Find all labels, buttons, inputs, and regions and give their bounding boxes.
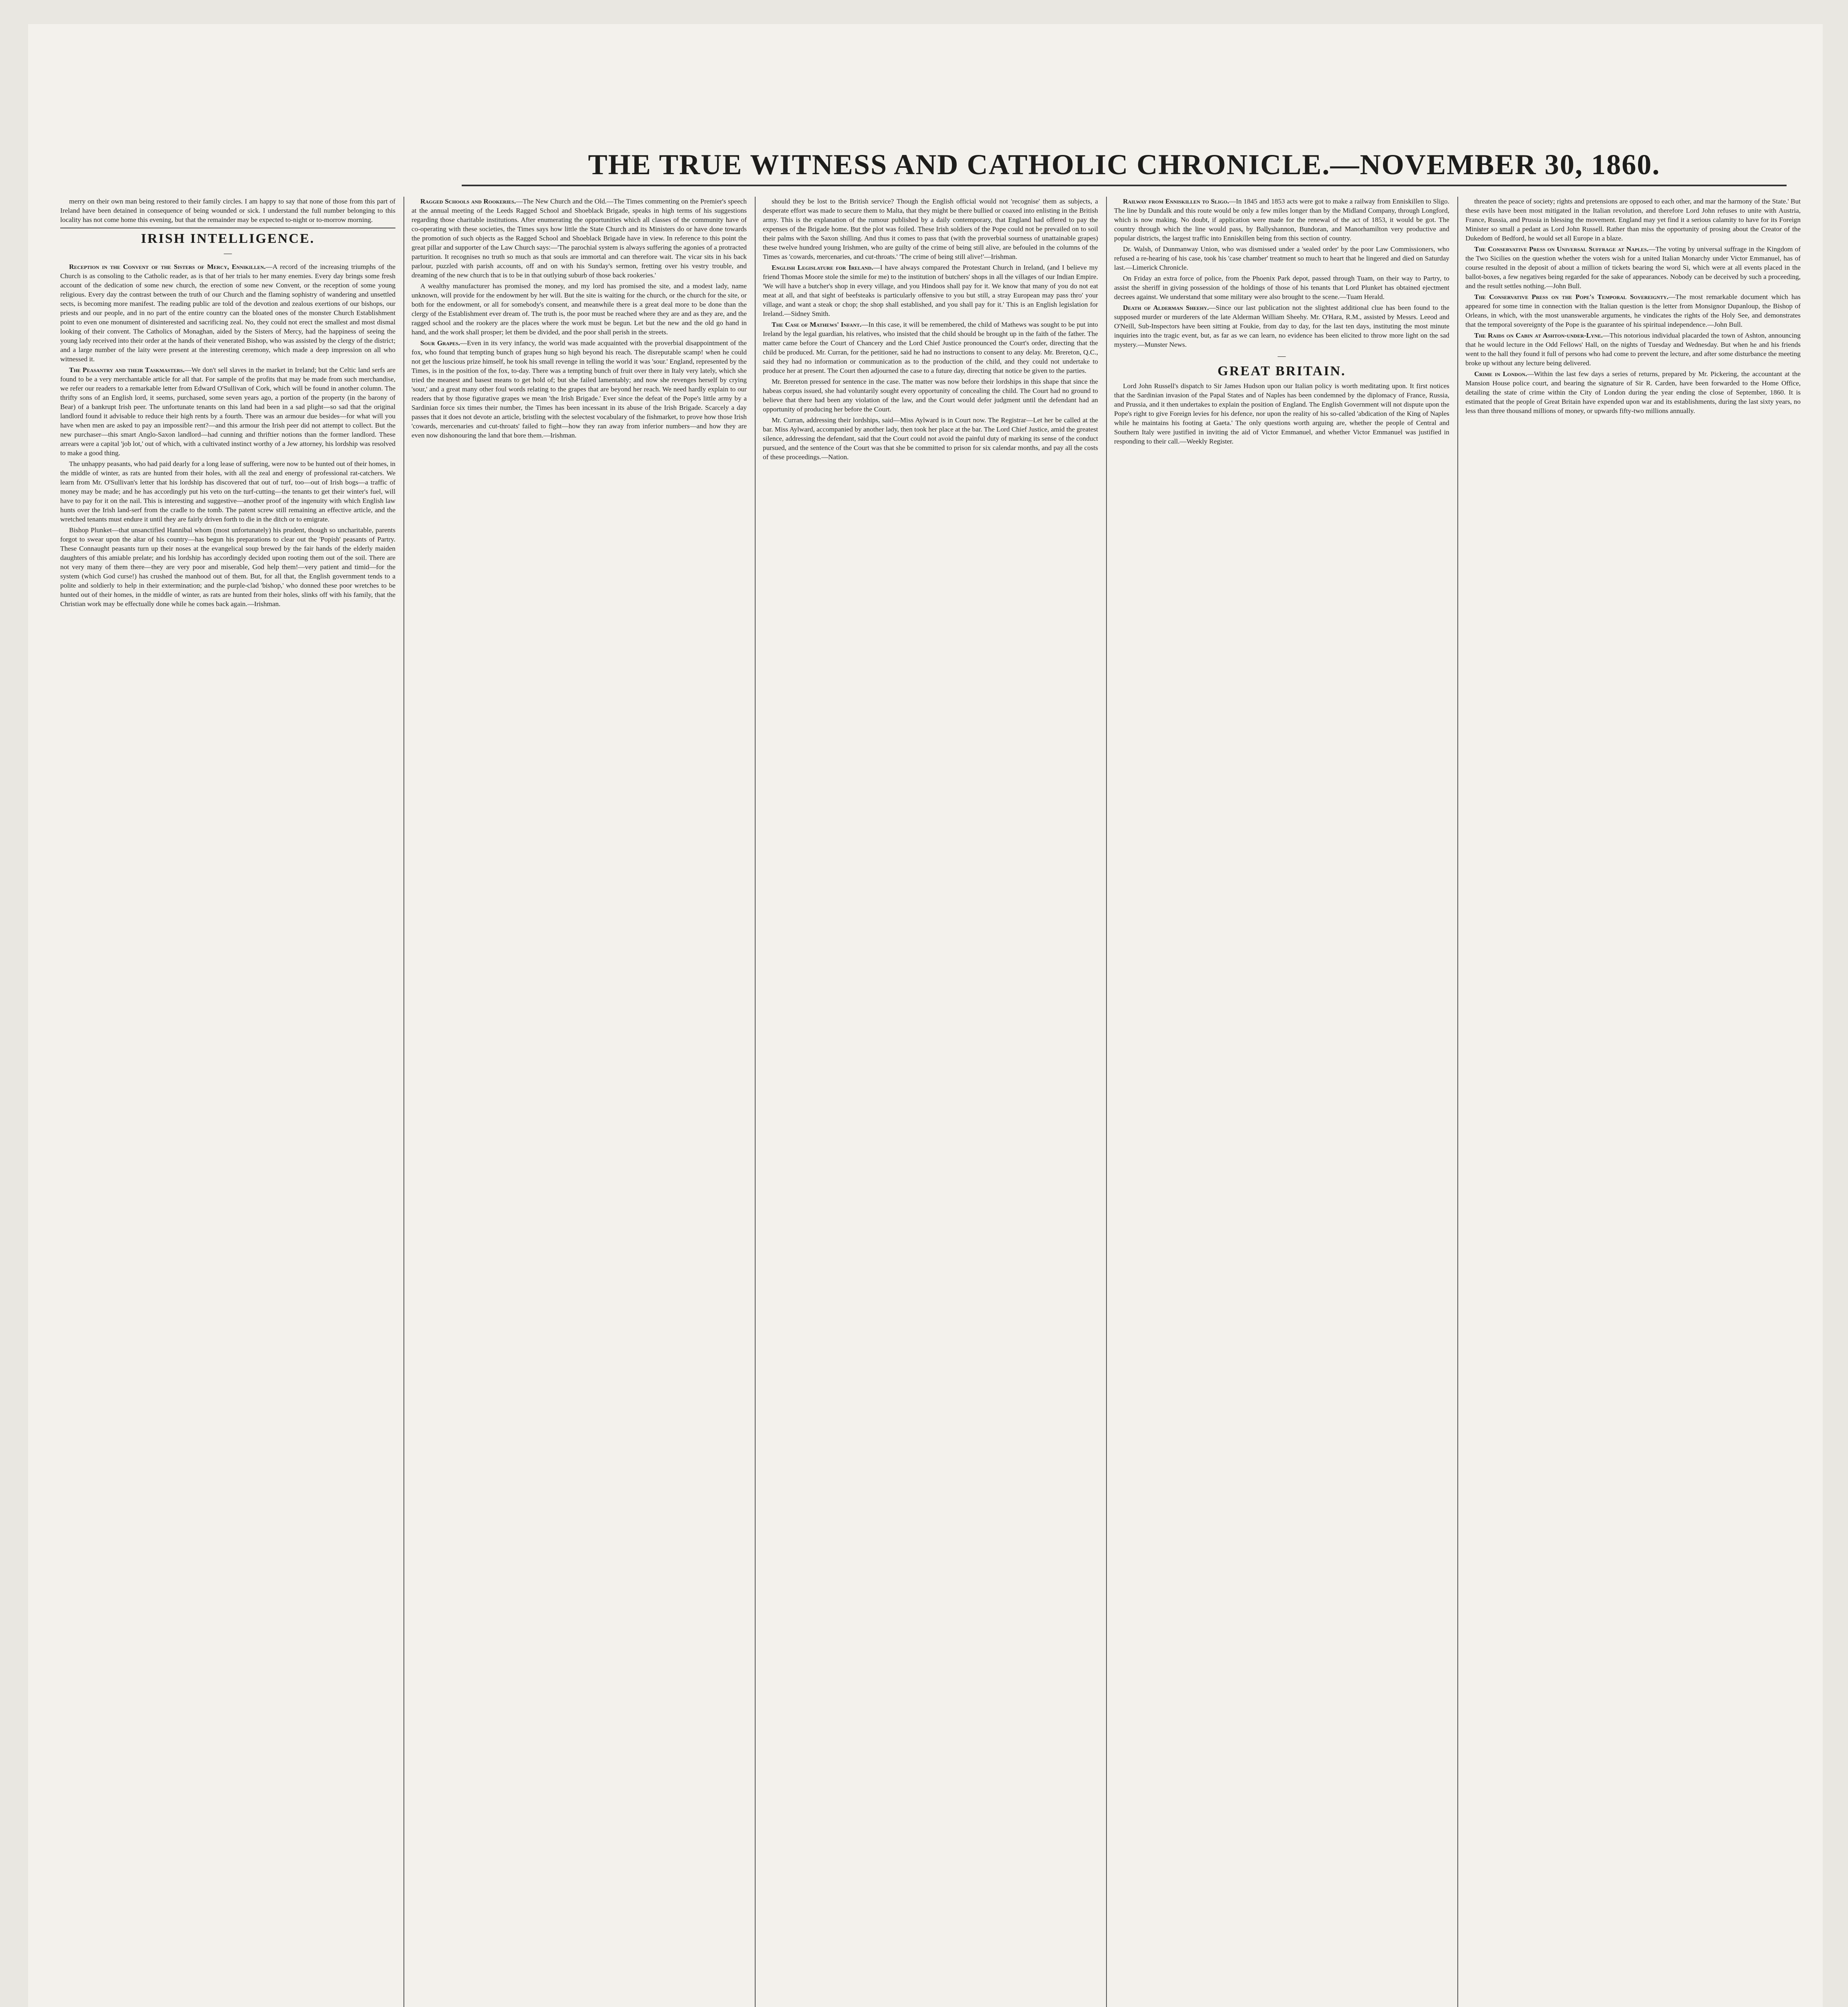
section-heading: GREAT BRITAIN. <box>1217 364 1346 379</box>
article-lead: Sour Grapes. <box>420 339 460 347</box>
article-lead: Ragged Schools and Rookeries. <box>420 197 516 205</box>
article-text: —The voting by universal suffrage in the Kingdom of the Two Sicilies on the question whether the voters wish for a united Italian Monarchy under Victor Emmanuel, has of course resulted in the deposit of about a million of tickets bearing the word Si, which were at all events placed in the ballot-boxes, a few negatives being regarded for the sake of appearances. Nobody can be deceived by such a proceeding, and the result settles nothing.—John Bull. <box>1465 245 1801 290</box>
masthead-title: THE TRUE WITNESS AND CATHOLIC CHRONICLE.—NOVEMBER 30, 1860. <box>588 149 1661 181</box>
article-lead: Crime in London. <box>1474 370 1527 378</box>
newspaper-page <box>28 24 1823 2007</box>
article-paragraph <box>60 262 395 364</box>
article-lead: Reception in the Convent of the Sisters of Mercy, Ennikillen. <box>69 263 266 271</box>
article-lead: Death of Alderman Sheehy. <box>1123 304 1209 311</box>
column-5 <box>1465 197 1801 2007</box>
article-paragraph <box>763 263 1098 318</box>
column-rule <box>755 197 756 2007</box>
article-paragraph: should they be lost to the British service? Though the English official would not 'recognise' them as subjects, a desperate effort was made to secure them to Malta, that they might be there bullied or coaxed into enlisting in the British army. This is the explanation of the rumour published by a daily contemporary, that England had offered to pay the expenses of the Brigade home. But the plot was foiled. These Irish soldiers of the Pope could not be prevailed on to soil their palms with the Saxon shilling. And thus it comes to pass that (with the proverbial sourness of unattainable grapes) these twelve hundred young Irishmen, who are guilty of the crime of being still alive, are befouled in the columns of the Times as 'cowards, mercenaries, and cut-throats.' 'The crime of being still alive!'—Irishman. <box>763 197 1098 261</box>
masthead <box>462 145 1787 186</box>
column-2 <box>412 197 747 2007</box>
article-paragraph: Mr. Curran, addressing their lordships, said—Miss Aylward is in Court now. The Registrar—Let her be called at the bar. Miss Aylward, accompanied by another lady, then took her place at the bar. The Lord Chief Justice, amid the greatest silence, addressing the defendant, said that the Court could not avoid the painful duty of marking its sense of the conduct pursued, and the sentence of the Court was that she be committed to prison for six calendar months, and pay all the costs of these proceedings.—Nation. <box>763 416 1098 461</box>
article-paragraph: merry on their own man being restored to their family circles. I am happy to say that none of those from this part of Ireland have been detained in consequence of being wounded or sick. I understand the full number belonging to this locality has not come home this evening, but that the remainder may be expected to-night or to-morrow morning. <box>60 197 395 224</box>
article-paragraph <box>1465 369 1801 415</box>
article-text: —I have always compared the Protestant Church in Ireland, (and I believe my friend Thomas Moore stole the simile for me) to the institution of butchers' shops in all the villages of our Indian Empire. 'We will have a butcher's shop in every village, and you Hindoos shall pay for it. We know that many of you do not eat meat at all, and that sight of beefsteaks is particularly offensive to you but still, a stray European may pass thro' your village, and want a steak or chop; the shop shall established, and you shall pay for it.' This is an English legislation for Ireland.—Sidney Smith. <box>763 264 1098 318</box>
article-paragraph <box>1114 303 1449 349</box>
article-paragraph <box>412 197 747 280</box>
article-lead: The Conservative Press on the Pope's Temporal Sovereignty. <box>1474 293 1669 301</box>
article-paragraph <box>763 320 1098 375</box>
article-text: —This notorious individual placarded the town of Ashton, announcing that he would lecture in the Odd Fellows' Hall, on the nights of Tuesday and Wednesday. But when he and his friends went to the hall they found it full of persons who had come to prevent the lecture, and after some disturbance the meeting broke up without any lecture being delivered. <box>1465 332 1801 367</box>
article-paragraph: threaten the peace of society; rights and pretensions are opposed to each other, and mar the harmony of the State.' But these evils have been most mitigated in the Italian revolution, and therefore Lord John refuses to unite with Austria, France, Russia, and Prussia in blessing the movement. England may yet find it a serious calamity to have for its Foreign Minister so small a pedant as Lord John Russell. Rather than miss the opportunity of prosing about the Creator of the Dukedom of Bedford, he would set all Europe in a blaze. <box>1465 197 1801 242</box>
article-lead: The Conservative Press on Universal Suffrage at Naples. <box>1474 245 1649 253</box>
article-lead: The Case of Mathews' Infant. <box>772 321 862 328</box>
article-paragraph: Dr. Walsh, of Dunmanway Union, who was dismissed under a 'sealed order' by the poor Law Commissioners, who refused a re-hearing of his case, took his 'case chamber' treatment so much to heart that he lingered and died on Saturday last.—Limerick Chronicle. <box>1114 245 1449 271</box>
article-lead: English Legislature for Ireland. <box>772 264 874 271</box>
article-lead: Railway from Enniskillen to Sligo. <box>1123 197 1229 205</box>
article-text: —The most remarkable document which has appeared for some time in connection with the Italian question is the letter from Monsignor Dupanloup, the Bishop of Orleans, in which, with the most unanswerable arguments, he vindicates the rights of the Holy See, and demonstrates that the temporal sovereignty of the Pope is the guarantee of his spiritual independence.—John Bull. <box>1465 293 1801 328</box>
article-paragraph <box>412 338 747 440</box>
article-paragraph: The unhappy peasants, who had paid dearly for a long lease of suffering, were now to be hunted out of their homes, in the middle of winter, as rats are hunted from their holes, with all the zeal and energy of professional rat-catchers. We learn from Mr. O'Sullivan's letter that his lordship has discovered that out of turf, too—out of Irish bogs—a traffic of money may be made; and he has accordingly put his veto on the turf-cutting—the tenants to get their winter's fuel, will have to pay for it on the nail. This is interesting and suggestive—another proof of the ingenuity with which English law hunts over the Irish land-serf from the cradle to the tomb. The patent screw still remaining an effective article, and the wretched tenants must endure it until they are fairly driven forth to die in the ditch or to emigrate. <box>60 460 395 523</box>
article-lead: The Raids on Cabin at Ashton-under-Lyne. <box>1474 332 1603 339</box>
divider: — <box>1278 352 1286 360</box>
article-paragraph: Mr. Brereton pressed for sentence in the case. The matter was now before their lordships in this shape that since the habeas corpus issued, she had voluntarily sought every opportunity of concealing the child. The Court had no ground to believe that there had been any violation of the law, and the Court would defer judgment until the defendant had an opportunity of producing her before the Court. <box>763 378 1098 413</box>
article-text: —In this case, it will be remembered, the child of Mathews was sought to be put into Ireland by the legal guardian, his relatives, who insisted that the child should be brought up in the faith of the father. The matter came before the Court of Chancery and the Lord Chief Justice pronounced the Court's order, directing that the child be produced. Mr. Curran, for the petitioner, said he had no instructions to consent to any delay. Mr. Brereton, Q.C., said they had no information or communication as to the production of the child, and they could not undertake to produce her at present. The Court then adjourned the case to a future day, directing that notice be given to the parties. <box>763 321 1098 375</box>
column-rule <box>1106 197 1107 2007</box>
divider: — <box>224 249 232 258</box>
article-paragraph <box>1114 197 1449 243</box>
article-paragraph <box>1465 292 1801 329</box>
column-4 <box>1114 197 1449 2007</box>
column-3 <box>763 197 1098 2007</box>
article-paragraph: Bishop Plunket—that unsanctified Hannibal whom (most unfortunately) his prudent, though so uncharitable, parents forgot to swear upon the altar of his country—has begun his preparations to clear out the 'Popish' peasants of Partry. These Connaught peasants turn up their noses at the evangelical soup brewed by the fair hands of the elderly maiden daughters of this amiable prelate; and his lordship has accordingly decided upon rooting them out of the soil. There are not very many of them there—they are very poor and miserable, God help them!—very patient and timid—for the system (which God curse!) has crushed the manhood out of them. But, for all that, the English government tends to a polite and soldierly to help in their extermination; and the purple-clad 'bishop,' who donned these poor wretches to be hunted out of their homes, in the middle of winter, as rats are hunted from their holes, slinks off with his family, that the Christian work may be effectually done while he comes back again.—Irishman. <box>60 526 395 608</box>
article-paragraph: A wealthy manufacturer has promised the money, and my lord has promised the site, and a modest lady, name unknown, will provide for the endowment by her will. But the site is waiting for the church, or the church for the site, or both for the endowment, or all for somebody's consent, and meanwhile there is a great deal more to be done than the clergy of the Establishment ever dream of. The truth is, the poor must be reached where they are and as they are, and the ragged school and the rookery are the places where the work must be begun. Let but the new and the old go hand in hand, and the work shall prosper; let them be divided, and the poor shall perish in the streets. <box>412 282 747 336</box>
article-paragraph: Lord John Russell's dispatch to Sir James Hudson upon our Italian policy is worth meditating upon. It first notices that the Sardinian invasion of the Papal States and of Naples has been condemned by the diplomacy of France, Russia, and Prussia, and it then undertakes to explain the position of England. The English Government will not dispute upon the Pope's right to give Foreign levies for his defence, nor upon the reality of his so-called 'abdication of the King of Naples while he maintains his footing at Gaeta.' The only questions worth arguing are, whether the people of Central and Southern Italy were justified in inviting the aid of Victor Emmanuel, and whether Victor Emmanuel was justified in responding to their call.—Weekly Register. <box>1114 382 1449 445</box>
article-text: —Even in its very infancy, the world was made acquainted with the proverbial disappointment of the fox, who found that tempting bunch of grapes hung so high beyond his reach. The disreputable scamp! when he could not get the luscious prize himself, he took his small revenge in telling the world it was 'sour.' England, represented by the Times, is in the position of the fox, to-day. There was a tempting bunch of fruit over there in Italy very lately, which she tried the meanest and basest means to get hold of; but she failed lamentably; and now she revenges herself by crying 'sour,' and a great many other foul words relating to the grapes that are beyond her reach. We need hardly explain to our readers that by those figurative grapes we mean 'the Irish Brigade.' Ever since the defeat of the Pope's little army by a Sardinian force six times their number, the Times has been incessant in its abuse of the Irish Brigade. Scarcely a day passes that it does not devote an article, bristling with the selectest vocabulary of the fishmarket, to prove how those Irish 'cowards, mercenaries and cut-throats' failed to fight—how they ran away from inferior numbers—and how they are even now dishonouring the land that bore them.—Irishman. <box>412 339 747 439</box>
article-text: —A record of the increasing triumphs of the Church is as consoling to the Catholic reader, as is that of her trials to her many enemies. Every day brings some fresh account of the dedication of some new church, the erection of some new Convent, or the reception of some young religious. Every day the contrast between the truth of our Church and the flaming sophistry of wandering and unsettled sects, is becoming more manifest. The reading public are told of the devotion and zealous exertions of our bishops, our priests and our people, and in no part of the entire country can the bloated ones of the monster Church Establishment point to even one monument of disinterested and sacrificing zeal. No, they could not erect the smallest and most dismal looking of their convent. The Catholics of Monaghan, aided by the Sisters of Mercy, had the happiness of seeing the young lady received into their order at the hands of their venerated Bishop, who was assisted by the clergy of the district; and a large number of the laity were present at the interesting ceremony, which made a deep impression on all who witnessed it. <box>60 263 395 363</box>
article-paragraph <box>60 365 395 458</box>
section-heading: IRISH INTELLIGENCE. <box>141 231 315 246</box>
article-lead: The Peasantry and their Taskmasters. <box>69 366 185 374</box>
article-text: —The New Church and the Old.—The Times commenting on the Premier's speech at the annual meeting of the Leeds Ragged School and Shoeblack Brigade, speaks in high terms of his suggestions regarding those charitable institutions. After enumerating the opportunities which all classes of the community have of co-operating with these societies, the Times says how little the State Church and its Ministers do or have done towards the promotion of such objects as the Ragged School and Shoeblack Brigade have in view. In reference to this point the great pillar and supporter of the Law Church says:—'The parochial system is always suffering the agonies of a protracted parturition. It recognises no truth so much as that souls are immortal and can therefore wait. The vicar sits in his back parlour, puzzled with parish accounts, off and on with his Sunday's sermon, fretting over his vestry trouble, and dreaming of the new church that is to be in that outlying suburb of those back rookeries.' <box>412 197 747 279</box>
article-text: —We don't sell slaves in the market in Ireland; but the Celtic land serfs are found to be a very merchantable article for all that. For sample of the profits that may be made from such merchandise, we refer our readers to a remarkable letter from Edward O'Sullivan of Cork, which will be found in another column. The thrifty sons of an English lord, it seems, purchased, some seven years ago, a portion of the property (in the barony of Bear) of a bankrupt Irish peer. The unfortunate tenants on this land had been in a sad plight—so sad that the original landlord found it advisable to reduce their high rents by a fourth. There was an armour due besides—for what will you have when men are asked to pay an impossible rent?—and this armour the Irish peer did not attempt to collect. But the new purchaser—this smart Anglo-Saxon landlord—had cunning and thriftier notions than the former landlord. These arrears were a capital 'job lot,' out of which, with a cultivated instinct worthy of a Jew attorney, his lordship was resolved to make a good thing. <box>60 366 395 457</box>
article-paragraph <box>1465 244 1801 291</box>
article-paragraph <box>1465 331 1801 368</box>
column-rule <box>403 197 404 2007</box>
article-paragraph: On Friday an extra force of police, from the Phoenix Park depot, passed through Tuam, on their way to Partry, to assist the sheriff in giving possession of the holdings of those of his tenants that Lord Plunket has obtained ejectment decrees against. We understand that some military were also brought to the scene.—Tuam Herald. <box>1114 275 1449 301</box>
column-1 <box>60 197 395 2007</box>
column-rule <box>1457 197 1458 2007</box>
article-text: —Since our last publication not the slightest additional clue has been found to the supposed murder or murderers of the late Alderman William Sheehy. Mr. O'Hara, R.M., assisted by Messrs. Leeod and O'Neill, Sub-Inspectors have been sitting at Foukie, from day to day, for the last ten days, instituting the most minute inquiries into the tragic event, but, as far as we can learn, no evidence has been elicited to throw more light on the sad mystery.—Munster News. <box>1114 304 1449 348</box>
article-text: —In 1845 and 1853 acts were got to make a railway from Enniskillen to Sligo. The line by Dundalk and this route would be only a few miles longer than by the Midland Company, through Longford, which is now making. No doubt, if application were made for the renewal of the act of 1853, it would be got. The country through which the line would pass, by Ballyshannon, Bundoran, and Manorhamilton very productive and popular districts, the largest traffic into Enniskillen being from this section of country. <box>1114 197 1449 242</box>
article-text: —Within the last few days a series of returns, prepared by Mr. Pickering, the accountant at the Mansion House police court, and bearing the signature of Sir R. Carden, have been forwarded to the Home Office, detailing the state of crime within the City of London during the year ending the close of September, 1860. It is estimated that the people of Great Britain have expended upon war and its establishments, during the last sixty years, no less than three thousand millions of money, or upwards fifty-two millions annually. <box>1465 370 1801 415</box>
